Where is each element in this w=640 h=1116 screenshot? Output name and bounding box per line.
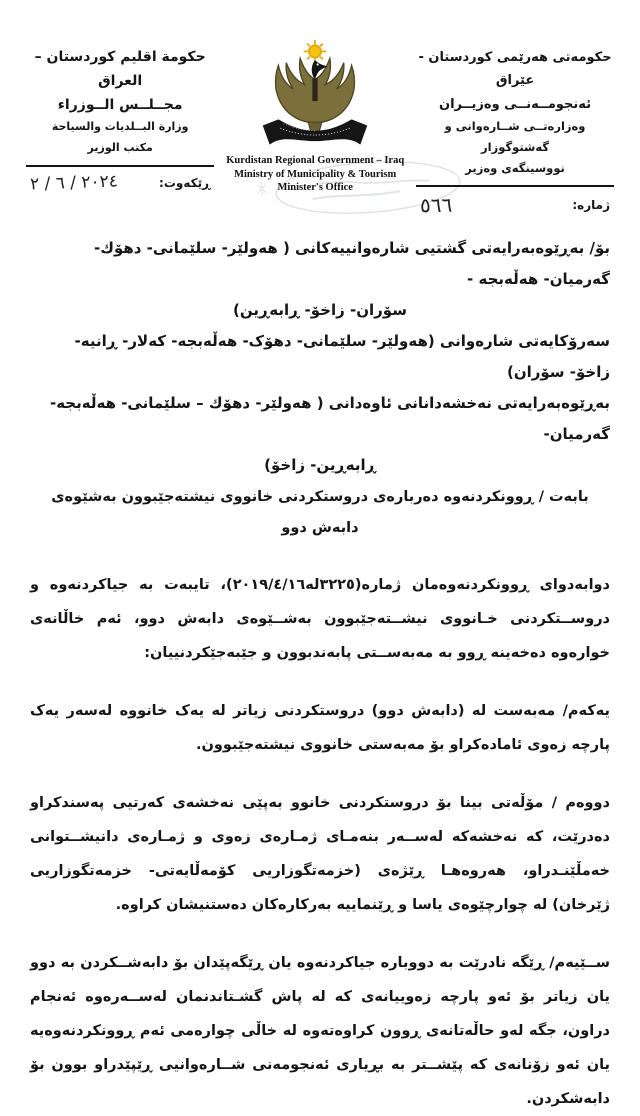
- paragraph-lead: دووەم /: [551, 795, 610, 812]
- arabic-gov-line: حكومة اقليم كوردستان – العراق: [34, 49, 206, 89]
- letterhead-center: [214, 38, 416, 195]
- handwritten-date: ٢٠٢٤ / ٦ / ٢: [29, 171, 119, 195]
- paragraph-lead: یەکەم/: [562, 703, 610, 720]
- kurdish-council-line: ئەنجومــەنــی وەزیــران: [439, 96, 592, 112]
- number-label: ژمارە:: [572, 198, 610, 213]
- letterhead-kurdish: [416, 46, 614, 217]
- kurdish-office-line: نووسینگەی وەزیر: [465, 160, 565, 175]
- handwritten-number: ٥٦٦: [419, 192, 453, 218]
- sun-icon: [304, 40, 327, 63]
- english-ministry-line: Ministry of Municipality & Tourism: [234, 168, 397, 180]
- number-row: [416, 187, 614, 217]
- english-government-line: Kurdistan Regional Government – Iraq: [226, 155, 405, 166]
- date-row: [26, 167, 214, 193]
- paragraph-text: دوابەدوای ڕوونکردنەوەمان ژمارە(٣٢٢٥لە٢٠١٩/٤/١٦)، تایبەت بە جیاکردنەوە و دروســتکردنی خـانووی نیشــتەجێبوون بەشــێوەی دابەش دوو، ئەم خاڵانەی خوارەوە دەخەینە ڕوو بە مەبەســتی پابەندبوون و جێبەجێکردنییان:: [30, 577, 610, 662]
- second-point-paragraph: [30, 786, 610, 922]
- letterhead: [0, 0, 640, 217]
- letterhead-arabic: [26, 46, 214, 193]
- kurdistan-emblem-icon: [254, 38, 376, 152]
- paragraph-text: مەبەست لە (دابەش دوو) دروستکردنی زیاتر لە یەک خانووە لەسەر یەک پارچە زەوی ئامادەکراو بۆ مەبەستی خانووی نیشتەجێبوون.: [30, 703, 610, 754]
- kurdish-gov-line: حکومەتی هەرێمی کوردستان - عێراق: [418, 50, 612, 89]
- date-label: ڕێکەوت:: [159, 176, 211, 191]
- subject-line: بابەت / ڕوونکردنەوە دەربارەی دروستکردنی خانووی نیشتەجێبوون بەشێوەی دابەش دوو: [51, 489, 589, 537]
- addressee-line: سۆران- زاخۆ- ڕابەڕین): [233, 301, 407, 320]
- paragraph-text: مۆڵەتی بینا بۆ دروستکردنی خانوو بەپێی نەخشەی کەرتیی پەسندکراو دەدرێت، کە نەخشەکە لەســەر بنەمـای ژمـارەی زەوی و ژمـارەی دانیشــتوانی خەمڵێنـدراو، هەروەهـا ڕێژەی (خزمەتگوزاریی کۆمەڵایەتی- خزمەتگوزاریی ژێرخان) لە چوارچێوەی یاسا و ڕێنماییە بەرکارەکان دەستنیشان کراوە.: [30, 795, 610, 914]
- first-point-paragraph: [30, 694, 610, 762]
- addressee-line: سەرۆکایەتی شارەوانی (هەولێر- سلێمانی- دهۆک- هەڵەبجە- کەلار- ڕانیە- زاخۆ- سۆران): [74, 332, 610, 382]
- third-point-paragraph: [30, 946, 610, 1116]
- addressees-block: [30, 233, 610, 481]
- letter-body: [0, 217, 640, 1116]
- arabic-ministry-line: وزارة البــلديات والسياحة: [51, 120, 189, 134]
- addressee-line: بەڕێوەبەرایەتی نەخشەدانانی ئاوەدانی ( هەولێر- دهۆك – سلێمانی- هەڵەبجە- گەرمیان-: [49, 394, 610, 444]
- arabic-council-line: مجــلــس الــوزراء: [57, 96, 183, 113]
- arabic-office-line: مكتب الوزير: [87, 140, 153, 154]
- paragraph-text: ڕێگە نادرێت بە دووبارە جیاکردنەوە یان ڕێگەپێدان بۆ دابەشــکردن بە دوو یان زیاتر بۆ ئەو پارچە زەوییانەی کە لە پاش گشـتاندنمان لەســەرەوە ئەنجام دراون، جگە لەو حاڵەتانەی ڕوون کراوەتەوە لە خاڵی چوارەمی ئەم ڕوونکردنەوەیە یان ئەو زۆنانەی کە پێشــتر بە بڕیاری ئەنجومەنی شــارەوانیی ڕێپێدراو بوون بۆ دابەشکردن.: [30, 955, 610, 1108]
- intro-paragraph: [30, 568, 610, 670]
- addressee-line: ڕابەڕین- زاخۆ): [264, 456, 376, 475]
- english-office-line: Minister's Office: [277, 182, 353, 194]
- addressee-line: بۆ/ بەڕێوەبەرایەتی گشتیی شارەوانییەکانی ( هەولێر- سلێمانی- دهۆك- گەرمیان- هەڵەبجە -: [93, 239, 610, 289]
- english-letterhead: [214, 154, 416, 195]
- paragraph-lead: ســێیەم/: [549, 955, 610, 972]
- kurdish-ministry-line: وەزارەتــی شــارەوانی و گەشتوگوزار: [444, 119, 586, 154]
